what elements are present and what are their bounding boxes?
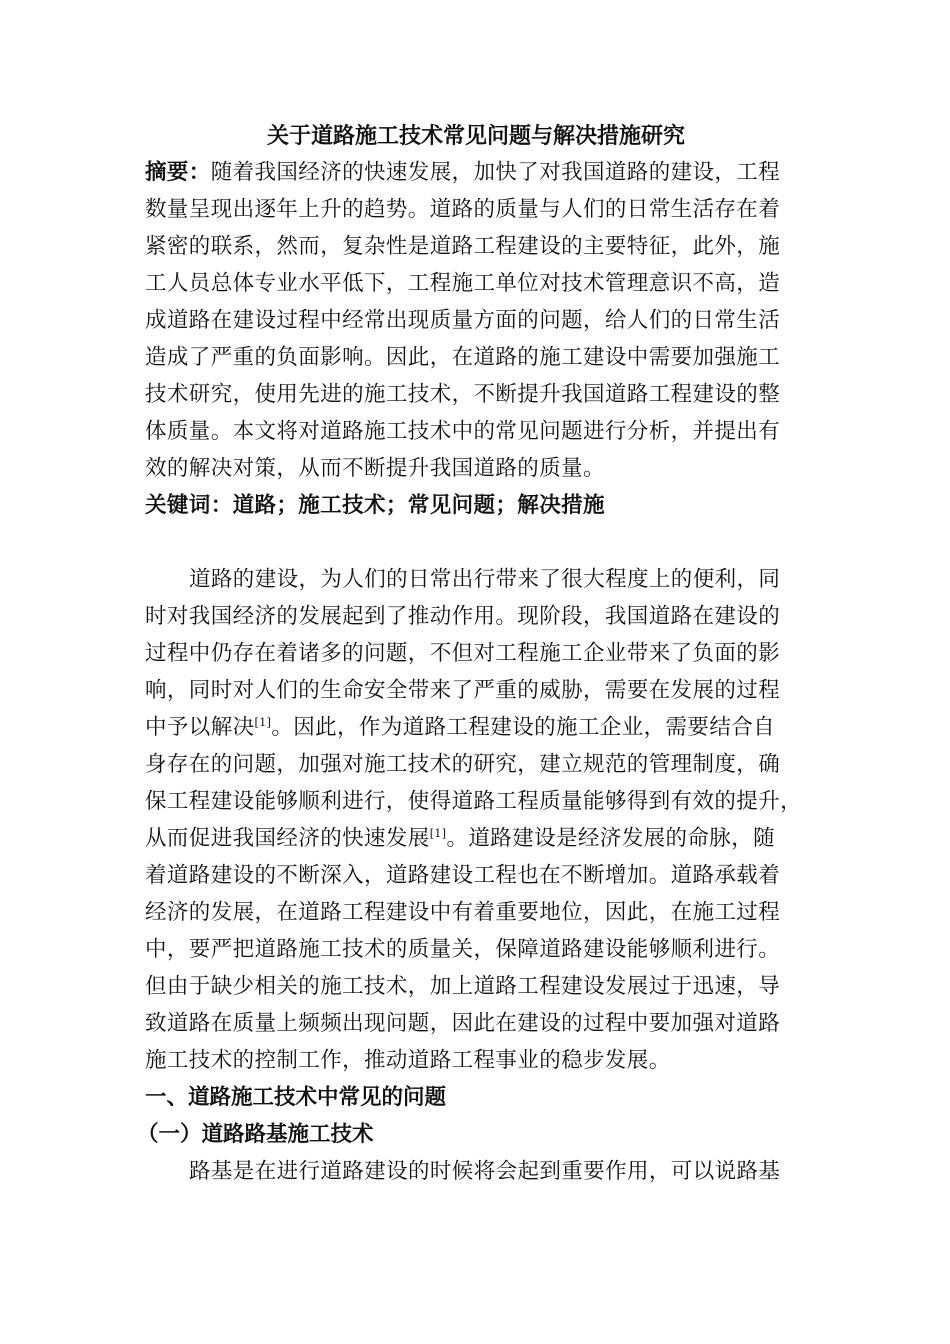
keywords — [145, 487, 807, 524]
section-heading: 一、道路施工技术中常见的问题 — [145, 1085, 447, 1110]
abstract-line: 摘要：随着我国经济的快速发展，加快了对我国道路的建设，工程 — [145, 160, 781, 185]
abstract-line: 紧密的联系，然而，复杂性是道路工程建设的主要特征，此外，施 — [145, 234, 781, 259]
abstract-line: 造成了严重的负面影响。因此，在道路的施工建设中需要加强施工 — [145, 345, 781, 370]
paragraph-line: 道路的建设，为人们的日常出行带来了很大程度上的便利，同 — [189, 567, 781, 592]
intro-paragraph — [145, 561, 807, 1079]
paragraph-line: 从而促进我国经济的快速发展[1]。道路建设是经济发展的命脉，随 — [145, 826, 776, 851]
abstract — [145, 154, 807, 487]
document-body — [137, 118, 807, 1190]
abstract-line: 成道路在建设过程中经常出现质量方面的问题，给人们的日常生活 — [145, 308, 781, 333]
abstract-line: 工人员总体专业水平低下，工程施工单位对技术管理意识不高，造 — [145, 271, 781, 296]
abstract-line: 技术研究，使用先进的施工技术，不断提升我国道路工程建设的整 — [145, 382, 781, 407]
paragraph-line: 中予以解决[1]。因此，作为道路工程建设的施工企业，需要结合自 — [145, 715, 776, 740]
citation-ref: [1] — [429, 827, 447, 840]
abstract-line: 数量呈现出逐年上升的趋势。道路的质量与人们的日常生活存在着 — [145, 197, 781, 222]
paragraph-line: 响，同时对人们的生命安全带来了严重的威胁，需要在发展的过程 — [145, 678, 781, 703]
document-title: 关于道路施工技术常见问题与解决措施研究 — [266, 123, 685, 149]
paragraph-line: 时对我国经济的发展起到了推动作用。现阶段，我国道路在建设的 — [145, 604, 781, 629]
paragraph-line: 身存在的问题，加强对施工技术的研究，建立规范的管理制度，确 — [145, 752, 781, 777]
citation-ref: [1] — [254, 716, 272, 729]
abstract-line: 效的解决对策，从而不断提升我国道路的质量。 — [145, 456, 605, 481]
abstract-line: 体质量。本文将对道路施工技术中的常见问题进行分析，并提出有 — [145, 419, 781, 444]
keywords-text: 道路；施工技术；常见问题；解决措施 — [232, 493, 605, 518]
keywords-label: 关键词： — [145, 493, 233, 518]
spacer — [145, 524, 807, 561]
paragraph-line: 中，要严把道路施工技术的质量关，保障道路建设能够顺利进行。 — [145, 937, 781, 962]
paragraph-line: 但由于缺少相关的施工技术，加上道路工程建设发展过于迅速，导 — [145, 974, 781, 999]
paragraph-line: 着道路建设的不断深入，道路建设工程也在不断增加。道路承载着 — [145, 863, 781, 888]
abstract-label: 摘要： — [145, 160, 211, 185]
paragraph-line: 施工技术的控制工作，推动道路工程事业的稳步发展。 — [145, 1048, 671, 1073]
paragraph-line: 经济的发展，在道路工程建设中有着重要地位，因此，在施工过程 — [145, 900, 781, 925]
paragraph-line: 保工程建设能够顺利进行，使得道路工程质量能够得到有效的提升， — [145, 789, 803, 814]
subsection-heading: （一）道路路基施工技术 — [137, 1122, 374, 1147]
section-paragraph — [145, 1153, 807, 1190]
paragraph-line: 致道路在质量上频频出现问题，因此在建设的过程中要加强对道路 — [145, 1011, 781, 1036]
paragraph-line: 路基是在进行道路建设的时候将会起到重要作用，可以说路基 — [189, 1159, 781, 1184]
paragraph-line: 过程中仍存在着诸多的问题，不但对工程施工企业带来了负面的影 — [145, 641, 781, 666]
